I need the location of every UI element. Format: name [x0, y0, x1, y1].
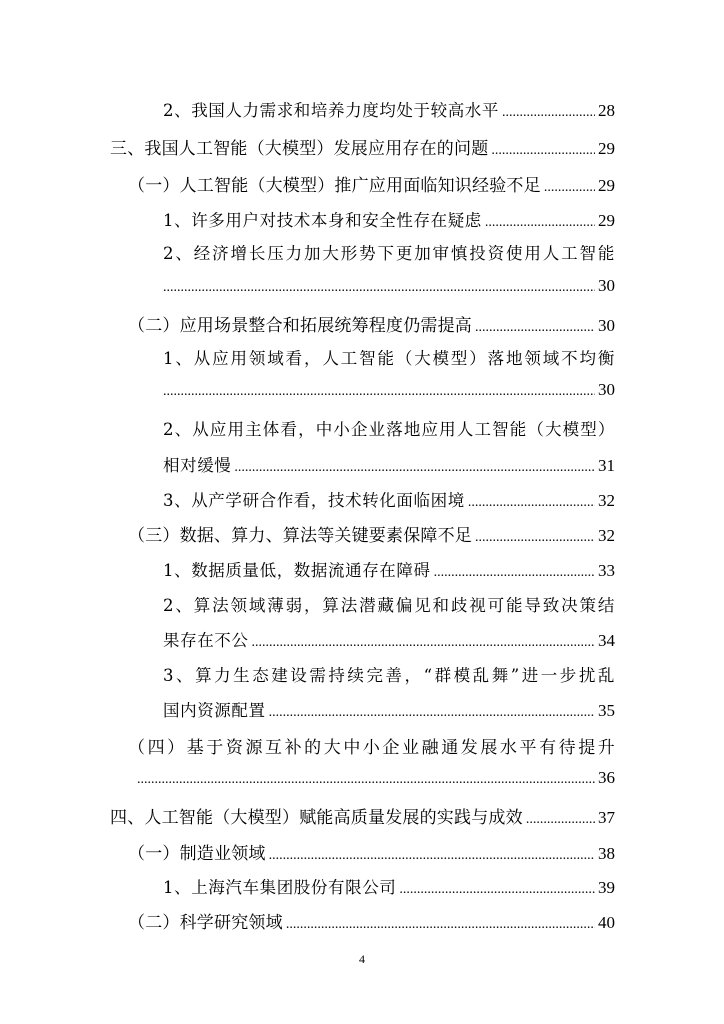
- toc-entry-title: 1、上海汽车集团股份有限公司: [163, 878, 397, 897]
- toc-entry-title: 3、从产学研合作看，技术转化面临困境: [163, 491, 465, 510]
- toc-entry[interactable]: [128, 171, 615, 196]
- toc-entry-continuation[interactable]: [163, 452, 615, 476]
- toc-page-number: 30: [598, 380, 615, 399]
- toc-entry-title: （一）制造业领域: [128, 844, 266, 864]
- toc-leader-dots: [269, 848, 595, 864]
- toc-leader-dots: [163, 280, 595, 296]
- toc-entry[interactable]: [128, 908, 615, 933]
- toc-leader-dots: [468, 495, 595, 511]
- toc-page-number: 30: [598, 276, 615, 295]
- toc-page-number: 28: [598, 101, 615, 120]
- toc-leader-dots: [137, 772, 595, 788]
- toc-entry-continuation[interactable]: [137, 768, 615, 788]
- toc-leader-dots: [491, 143, 595, 159]
- toc-entry-title: 三、我国人工智能（大模型）发展应用存在的问题: [110, 139, 489, 159]
- toc-entry[interactable]: [163, 592, 615, 616]
- toc-page-number: 32: [598, 526, 615, 545]
- toc-leader-dots: [286, 917, 595, 933]
- toc-entry[interactable]: [163, 874, 615, 898]
- toc-entry[interactable]: [110, 134, 615, 159]
- page-footer-number: 4: [359, 952, 365, 966]
- toc-entry-title: 1、数据质量低，数据流通存在障碍: [163, 561, 431, 580]
- toc-page-number: 38: [598, 844, 615, 863]
- toc-entry-continuation[interactable]: [163, 276, 615, 296]
- toc-leader-dots: [434, 565, 595, 581]
- toc-entry-title: 1、许多用户对技术本身和安全性存在疑虑: [163, 211, 482, 230]
- toc-entry[interactable]: [163, 416, 615, 440]
- toc-entry-title: （三）数据、算力、算法等关键要素保障不足: [128, 526, 472, 546]
- toc-page-number: 39: [598, 878, 615, 897]
- toc-entry[interactable]: [128, 521, 615, 546]
- toc-leader-dots: [475, 320, 595, 336]
- toc-entry-title: 3、算力生态建设需持续完善，“群模乱舞”进一步扰乱: [163, 666, 615, 685]
- toc-entry-title-continued: 果存在不公: [163, 631, 249, 650]
- toc-leader-dots: [399, 882, 595, 898]
- toc-page-number: 36: [598, 768, 615, 787]
- toc-entry-title: （四）基于资源互补的大中小企业融通发展水平有待提升: [128, 738, 615, 758]
- toc-page-number: 29: [598, 139, 615, 158]
- toc-page-number: 30: [598, 316, 615, 335]
- toc-page-number: 31: [598, 456, 615, 475]
- toc-entry[interactable]: [163, 207, 615, 231]
- toc-entry-title-continued: 国内资源配置: [163, 701, 266, 720]
- toc-page-number: 33: [598, 561, 615, 580]
- toc-leader-dots: [544, 180, 595, 196]
- toc-entry-continuation[interactable]: [163, 380, 615, 400]
- toc-entry[interactable]: [163, 557, 615, 581]
- toc-entry[interactable]: [163, 97, 615, 121]
- toc-leader-dots: [269, 705, 595, 721]
- toc-page-number: 40: [598, 913, 615, 932]
- toc-page-number: 37: [598, 808, 615, 827]
- toc-entry[interactable]: [163, 487, 615, 511]
- toc-entry[interactable]: [163, 240, 615, 264]
- toc-entry[interactable]: [128, 311, 615, 336]
- toc-entry-title: （二）应用场景整合和拓展统筹程度仍需提高: [128, 316, 472, 336]
- toc-page-number: 29: [598, 176, 615, 195]
- toc-entry[interactable]: [163, 345, 615, 369]
- toc-page-number: 32: [598, 491, 615, 510]
- toc-entry[interactable]: [163, 662, 615, 686]
- toc-entry-title: （二）科学研究领域: [128, 913, 283, 933]
- toc-entry-continuation[interactable]: [163, 697, 615, 721]
- toc-leader-dots: [163, 384, 595, 400]
- toc-entry-title: 2、我国人力需求和培养力度均处于较高水平: [163, 101, 499, 120]
- toc-entry[interactable]: [110, 803, 615, 828]
- toc-entry-title: 1、从应用领域看，人工智能（大模型）落地领域不均衡: [163, 349, 615, 368]
- toc-page-number: 35: [598, 701, 615, 720]
- toc-leader-dots: [502, 105, 595, 121]
- toc-entry-title: 2、算法领域薄弱，算法潜藏偏见和歧视可能导致决策结: [163, 596, 615, 615]
- toc-entry-title: 2、经济增长压力加大形势下更加审慎投资使用人工智能: [163, 244, 615, 263]
- toc-leader-dots: [485, 215, 595, 231]
- toc-entry-title: 四、人工智能（大模型）赋能高质量发展的实践与成效: [110, 808, 523, 828]
- toc-entry-continuation[interactable]: [163, 627, 615, 651]
- toc-page-number: 29: [598, 211, 615, 230]
- toc-entry[interactable]: [128, 733, 615, 758]
- toc-entry-title-continued: 相对缓慢: [163, 456, 232, 475]
- toc-entry-title: 2、从应用主体看，中小企业落地应用人工智能（大模型）: [163, 420, 615, 439]
- toc-leader-dots: [252, 635, 596, 651]
- toc-page-number: 34: [598, 631, 615, 650]
- toc-leader-dots: [234, 460, 595, 476]
- toc-leader-dots: [475, 530, 595, 546]
- toc-leader-dots: [526, 812, 595, 828]
- toc-entry-title: （一）人工智能（大模型）推广应用面临知识经验不足: [128, 176, 541, 196]
- toc-entry[interactable]: [128, 839, 615, 864]
